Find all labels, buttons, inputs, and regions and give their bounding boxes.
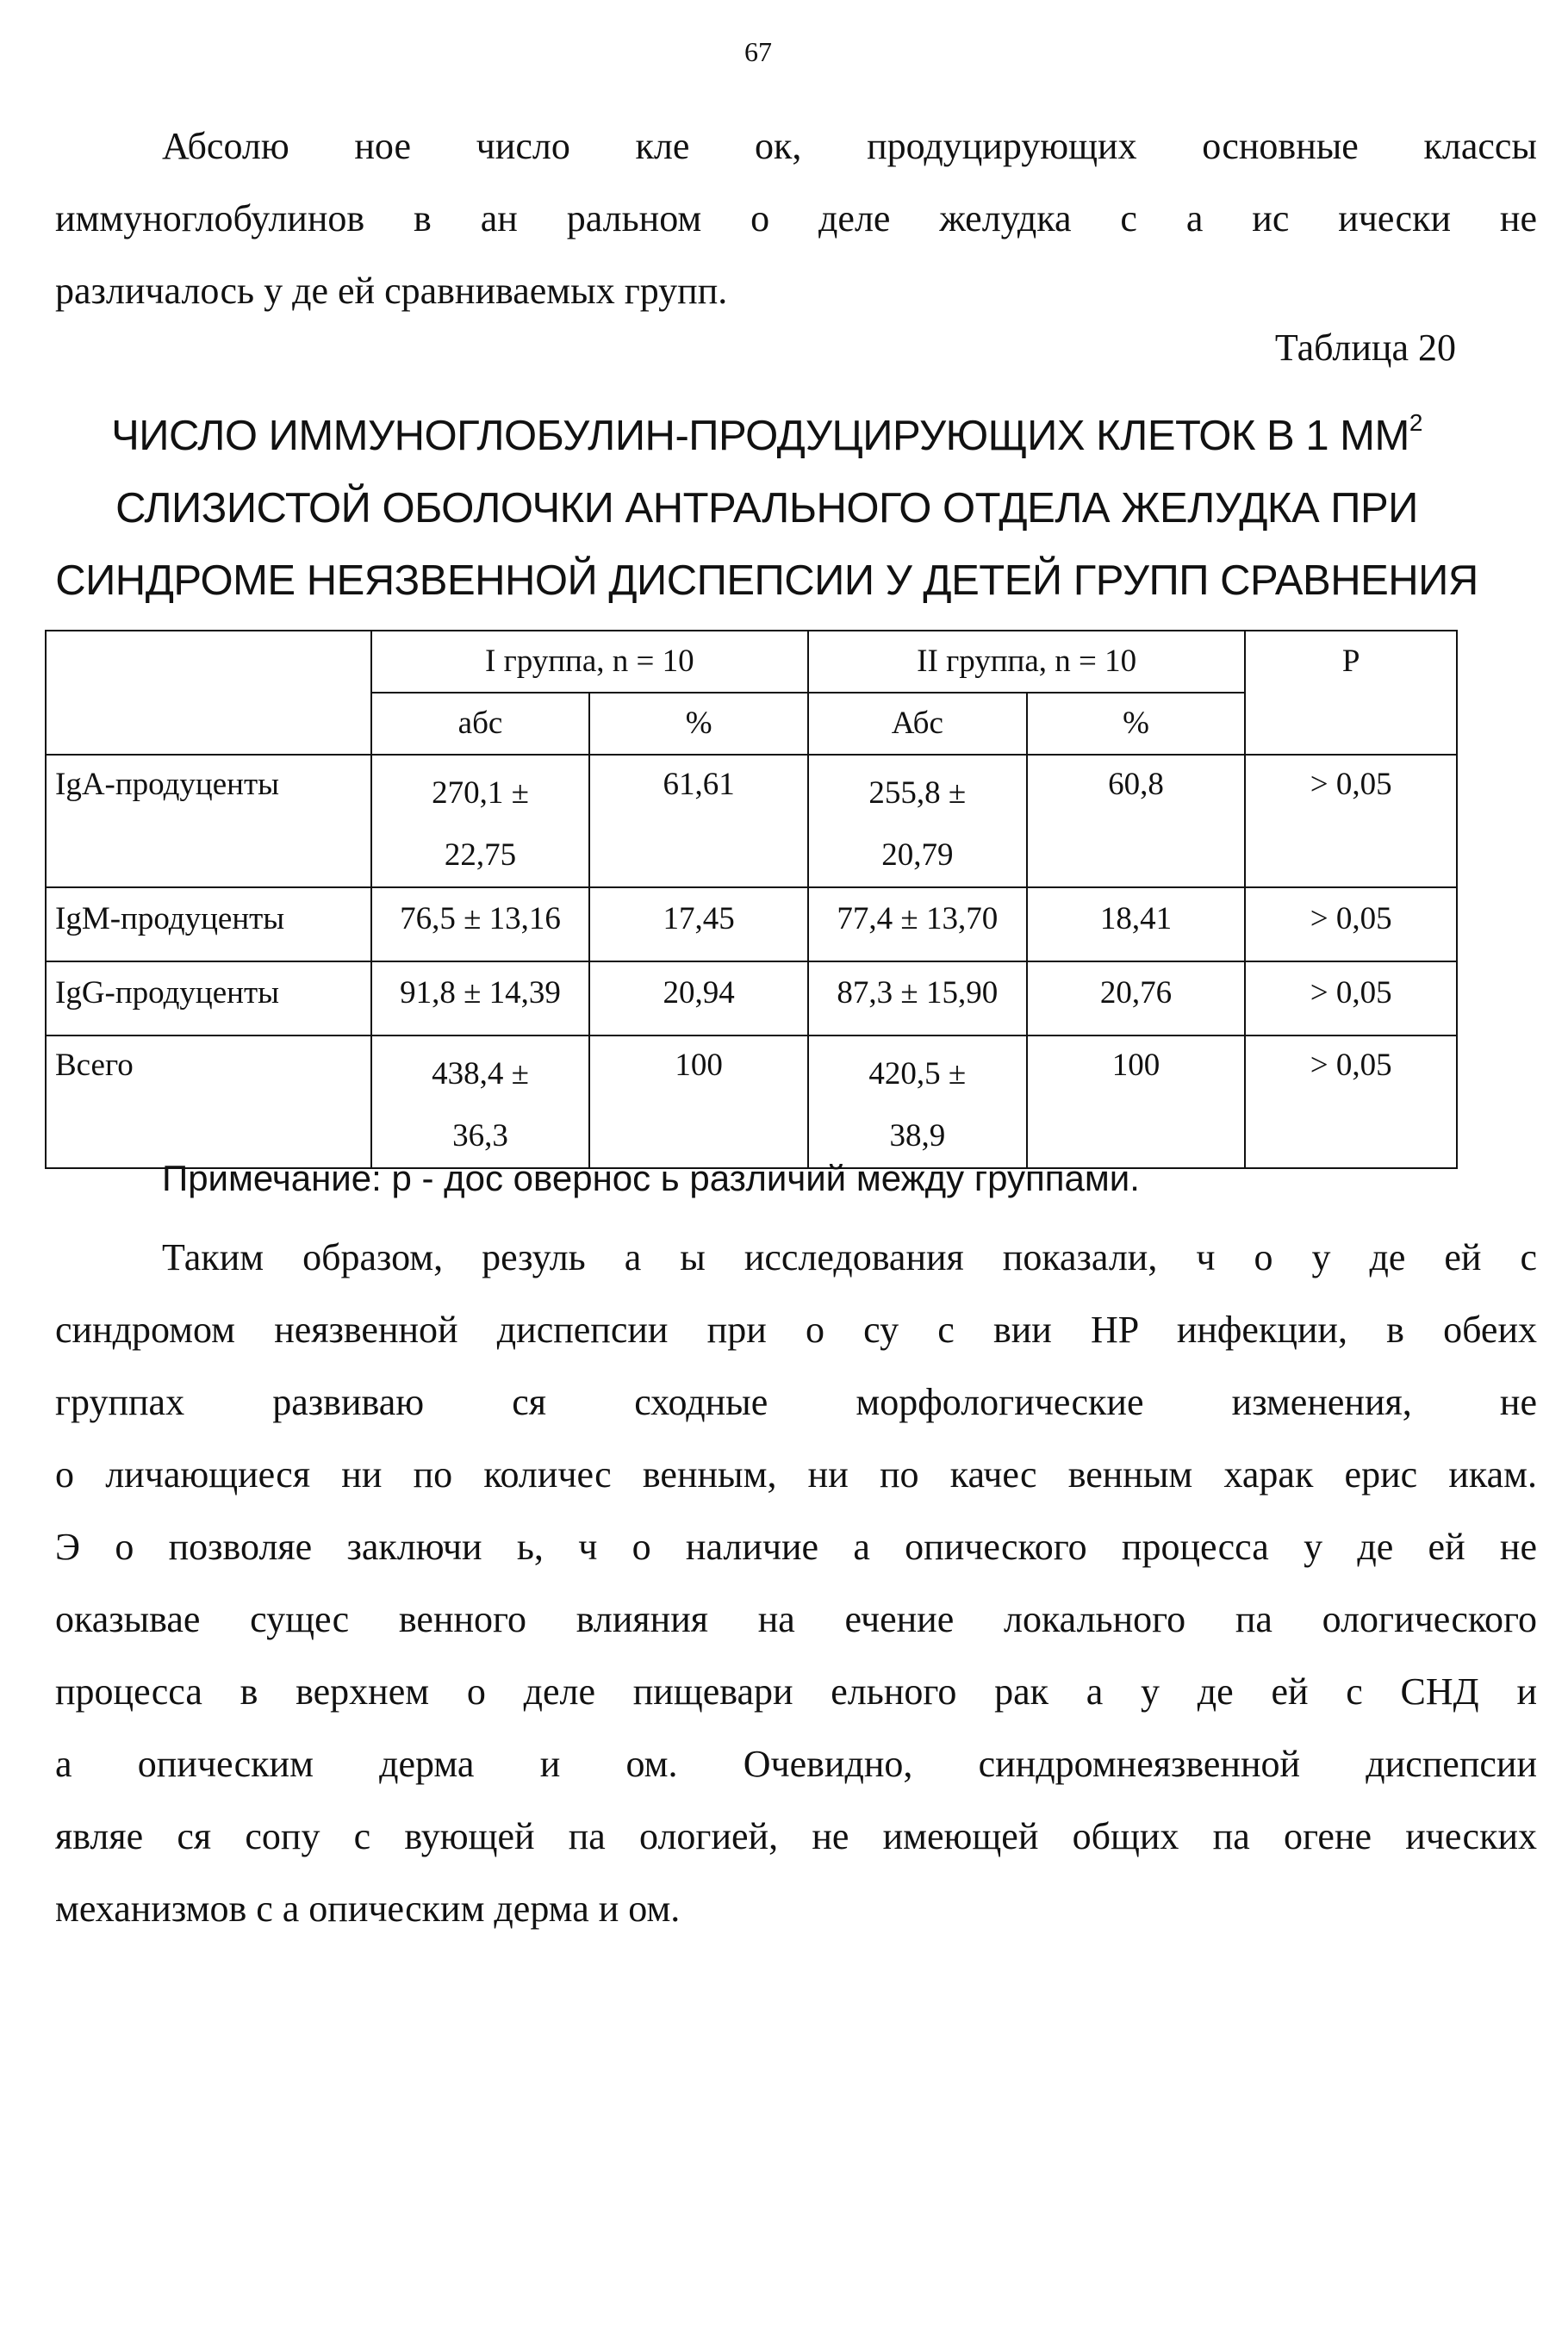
header-empty-cell — [46, 631, 371, 755]
paragraph-line: различалось у де ей сравниваемых групп. — [55, 270, 728, 312]
cell-g2-abs: 255,8 ± 20,79 — [808, 755, 1027, 887]
paragraph-line: группах развиваю ся сходные морфологические изменения, не — [55, 1381, 1537, 1423]
cell-g2-pct: 100 — [1027, 1036, 1246, 1168]
header-group1: I группа, n = 10 — [371, 631, 808, 693]
table-title-line: ЧИСЛО ИММУНОГЛОБУЛИН-ПРОДУЦИРУЮЩИХ КЛЕТОК В 1 ММ — [111, 413, 1409, 459]
cell-p: > 0,05 — [1245, 961, 1457, 1036]
row-label: IgG-продуценты — [46, 961, 371, 1036]
table-header-row — [46, 631, 1457, 693]
header-group2: II группа, n = 10 — [808, 631, 1245, 693]
table-row — [46, 887, 1457, 961]
paragraph-conclusion — [55, 1222, 1537, 1945]
paragraph-line: а опическим дерма и ом. Очевидно, синдромнеязвенной диспепсии — [55, 1743, 1537, 1785]
paragraph-line: оказывае сущес венного влияния на ечение локального па ологического — [55, 1598, 1537, 1640]
table-title-superscript: 2 — [1409, 409, 1422, 436]
row-label: Всего — [46, 1036, 371, 1168]
header-g2-abs: Абс — [808, 693, 1027, 755]
header-p: P — [1245, 631, 1457, 755]
cell-g2-abs: 420,5 ± 38,9 — [808, 1036, 1027, 1168]
cell-p: > 0,05 — [1245, 887, 1457, 961]
cell-g1-abs: 76,5 ± 13,16 — [371, 887, 590, 961]
row-label: IgM-продуценты — [46, 887, 371, 961]
cell-g1-pct: 20,94 — [589, 961, 808, 1036]
table-title-line: СЛИЗИСТОЙ ОБОЛОЧКИ АНТРАЛЬНОГО ОТДЕЛА ЖЕЛУДКА ПРИ — [115, 485, 1418, 532]
paragraph-intro — [55, 110, 1537, 327]
table-title — [34, 400, 1499, 617]
cell-g1-abs: 91,8 ± 14,39 — [371, 961, 590, 1036]
cell-g2-pct: 60,8 — [1027, 755, 1246, 887]
page-number: 67 — [744, 36, 772, 67]
paragraph-line: Абсолю ное число кле ок, продуцирующих основные классы — [162, 125, 1537, 167]
cell-g1-pct: 61,61 — [589, 755, 808, 887]
cell-g1-abs: 438,4 ± 36,3 — [371, 1036, 590, 1168]
row-label: IgA-продуценты — [46, 755, 371, 887]
cell-g2-pct: 18,41 — [1027, 887, 1246, 961]
header-g1-pct: % — [589, 693, 808, 755]
cell-p: > 0,05 — [1245, 1036, 1457, 1168]
paragraph-line: механизмов с а опическим дерма и ом. — [55, 1888, 681, 1930]
cell-g2-abs: 77,4 ± 13,70 — [808, 887, 1027, 961]
cell-g1-pct: 17,45 — [589, 887, 808, 961]
paragraph-line: Таким образом, резуль а ы исследования показали, ч о у де ей с — [162, 1236, 1537, 1278]
header-g2-pct: % — [1027, 693, 1246, 755]
paragraph-line: Э о позволяе заключи ь, ч о наличие а опического процесса у де ей не — [55, 1526, 1537, 1568]
header-g1-abs: абс — [371, 693, 590, 755]
cell-p: > 0,05 — [1245, 755, 1457, 887]
table-label: Таблица 20 — [1274, 327, 1456, 369]
paragraph-line: процесса в верхнем о деле пищевари ельного рак а у де ей с СНД и — [55, 1670, 1537, 1713]
table-title-line: СИНДРОМЕ НЕЯЗВЕННОЙ ДИСПЕПСИИ У ДЕТЕЙ ГРУПП СРАВНЕНИЯ — [55, 557, 1478, 604]
paragraph-line: о личающиеся ни по количес венным, ни по качес венным харак ерис икам. — [55, 1453, 1537, 1496]
data-table — [45, 630, 1458, 1169]
table-row — [46, 1036, 1457, 1168]
table-row — [46, 961, 1457, 1036]
paragraph-line: являе ся сопу с вующей па ологией, не имеющей общих па огене ических — [55, 1815, 1537, 1857]
cell-g2-abs: 87,3 ± 15,90 — [808, 961, 1027, 1036]
cell-g2-pct: 20,76 — [1027, 961, 1246, 1036]
cell-g1-abs: 270,1 ± 22,75 — [371, 755, 590, 887]
paragraph-line: синдромом неязвенной диспепсии при о су с вии HP инфекции, в обеих — [55, 1309, 1537, 1351]
cell-g1-pct: 100 — [589, 1036, 808, 1168]
paragraph-line: иммуноглобулинов в ан ральном о деле желудка с а ис ически не — [55, 197, 1537, 239]
table-row — [46, 755, 1457, 887]
table-note: Примечание: р - дос овернос ь различий между группами. — [162, 1158, 1140, 1198]
